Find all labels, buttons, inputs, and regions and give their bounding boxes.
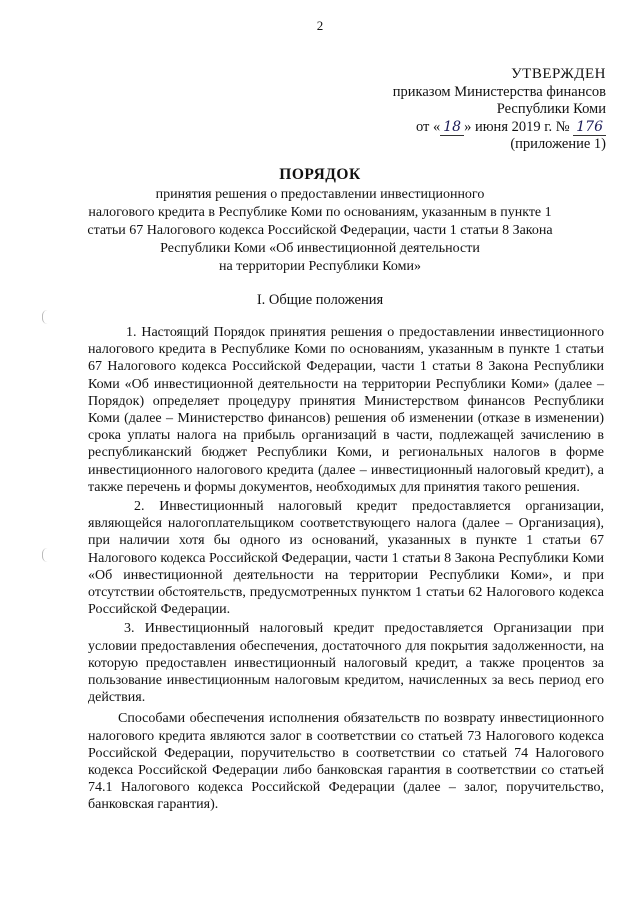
approval-line-2: Республики Коми: [496, 101, 606, 117]
subtitle-line: налогового кредита в Республике Коми по основаниям, указанным в пункте 1: [88, 205, 552, 220]
subtitle-line: на территории Республики Коми»: [219, 259, 421, 274]
approval-date-line: [393, 119, 606, 137]
paragraph-3: 3. Инвестиционный налоговый кредит предоставляется Организации при условии предоставления обеспечения, достаточного для покрытия задолженности, на которую предоставлен инвестиционный налоговый кредит, а также процентов за пользование инвестиционным налоговым кредитом, начисленных за весь период его действия.: [88, 621, 604, 706]
page-number: 2: [316, 18, 324, 33]
approval-appendix: (приложение 1): [510, 136, 606, 152]
subtitle-line: статьи 67 Налогового кодекса Российской Федерации, части 1 статьи 8 Закона: [87, 223, 553, 238]
paragraph-2: 2. Инвестиционный налоговый кредит предоставляется организации, являющейся налогоплательщиком соответствующего налога (далее – Организация), при наличии хотя бы одного из оснований, указанных в пункте 1 статьи 67 Налогового кодекса Российской Федерации, части 1 статьи 8 Закона Республики Коми «Об инвестиционной деятельности на территории Республики Коми», и при отсутствии обстоятельств, предусмотренных пунктом 1 статьи 62 Налогового кодекса Российской Федерации.: [88, 499, 604, 618]
punch-hole-mark: [42, 310, 53, 324]
subtitle-line: принятия решения о предоставлении инвестиционного: [155, 187, 485, 202]
date-prefix: от «: [415, 118, 441, 135]
paragraph-4: Способами обеспечения исполнения обязательств по возврату инвестиционного налогового кредита являются залог в соответствии со статьей 73 Налогового кодекса Российской Федерации, поручительство в соответствии со статьей 74 Налогового кодекса Российской Федерации либо банковская гарантия в соответствии со статьей 74.1 Налогового кодекса Российской Федерации (далее – залог, поручительство, банковская гарантия).: [88, 711, 604, 813]
approval-heading: УТВЕРЖДЕН: [511, 66, 606, 82]
document-subtitle: [80, 186, 560, 276]
document-body: [88, 324, 604, 816]
punch-hole-mark: [42, 548, 53, 562]
date-middle: » июня 2019 г. №: [464, 118, 570, 135]
subtitle-line: Республики Коми «Об инвестиционной деятельности: [160, 241, 480, 256]
handwritten-order-number: 176: [573, 119, 606, 136]
section-title: I. Общие положения: [256, 292, 384, 308]
approval-stamp: [393, 66, 606, 154]
paragraph-1: 1. Настоящий Порядок принятия решения о предоставлении инвестиционного налогового кредита в Республике Коми по основаниям, указанным в пункте 1 статьи 67 Налогового кодекса Российской Федерации, части 1 статьи 8 Закона Республики Коми «Об инвестиционной деятельности на территории Республики Коми» (далее – Порядок) определяет процедуру принятия Министерством финансов Республики Коми (далее – Министерство финансов) решения об изменении (отказе в изменении) срока уплаты налога на прибыль организаций в части, подлежащей зачислению в республиканский бюджет Республики Коми, и региональных налогов в форме инвестиционного налогового кредита (далее – инвестиционный налоговый кредит), а также перечень и формы документов, необходимых для принятия такого решения.: [88, 325, 604, 495]
approval-line-1: приказом Министерства финансов: [392, 83, 606, 100]
handwritten-day: 18: [440, 119, 464, 136]
document-title: ПОРЯДОК: [279, 166, 361, 183]
